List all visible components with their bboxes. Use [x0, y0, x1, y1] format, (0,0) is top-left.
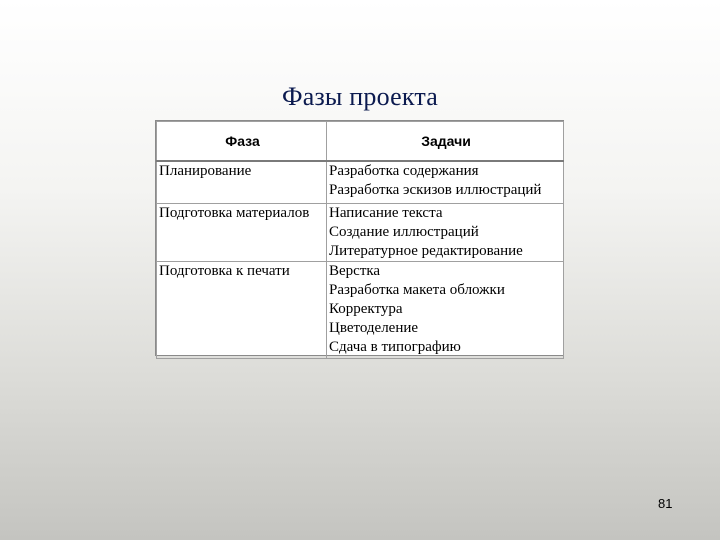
phase-cell: Подготовка материалов — [157, 204, 327, 262]
task-item: Цветоделение — [329, 320, 419, 336]
task-item: Литературное редактирование — [329, 243, 523, 259]
task-item: Написание текста — [329, 205, 443, 221]
header-tasks: Задачи — [327, 122, 564, 162]
task-item: Верстка — [329, 263, 381, 279]
table-row — [157, 204, 564, 262]
task-item: Разработка эскизов иллюстраций — [329, 182, 542, 198]
phase-cell: Планирование — [157, 161, 327, 204]
task-item: Сдача в типографию — [329, 339, 461, 355]
tasks-cell — [327, 204, 564, 262]
phase-cell: Подготовка к печати — [157, 262, 327, 359]
table-row — [157, 161, 564, 204]
header-phase: Фаза — [157, 122, 327, 162]
task-item: Корректура — [329, 301, 403, 317]
table-header-row — [157, 122, 564, 162]
tasks-cell — [327, 262, 564, 359]
task-item: Разработка содержания — [329, 163, 479, 179]
slide-title: Фазы проекта — [281, 82, 438, 111]
task-item: Разработка макета обложки — [329, 282, 505, 298]
page-number: 81 — [658, 496, 673, 511]
table-row — [157, 262, 564, 359]
phases-table-container — [155, 120, 564, 356]
tasks-cell — [327, 161, 564, 204]
phases-table — [156, 121, 564, 359]
task-item: Создание иллюстраций — [329, 224, 479, 240]
